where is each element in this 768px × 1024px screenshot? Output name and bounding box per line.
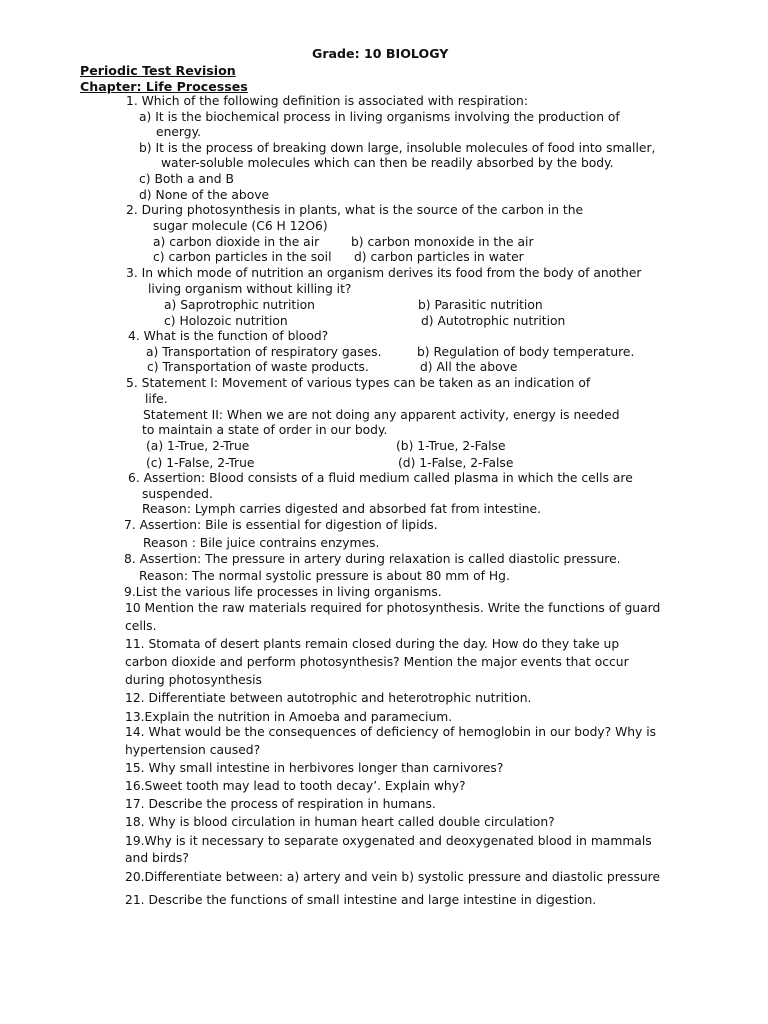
question-17: 17. Describe the process of respiration in humans. (125, 797, 436, 811)
question-6-cont: suspended. (142, 487, 213, 501)
question-21: 21. Describe the functions of small intestine and large intestine in digestion. (125, 893, 597, 907)
question-3-option-c: c) Holozoic nutrition (164, 314, 288, 328)
question-3: 3. In which mode of nutrition an organism derives its food from the body of another (126, 266, 642, 280)
question-2-option-a: a) carbon dioxide in the air (153, 235, 320, 249)
question-2-cont: sugar molecule (C6 H 12O6) (153, 219, 328, 233)
question-6: 6. Assertion: Blood consists of a fluid medium called plasma in which the cells are (128, 471, 633, 485)
question-3-option-b: b) Parasitic nutrition (418, 298, 543, 312)
question-1-option-c: c) Both a and B (139, 172, 234, 186)
question-14-cont: hypertension caused? (125, 743, 261, 757)
question-4-option-d: d) All the above (420, 360, 518, 374)
question-5: 5. Statement I: Movement of various types can be taken as an indication of (126, 376, 591, 390)
test-title: Periodic Test Revision (80, 63, 236, 78)
question-7-reason: Reason : Bile juice contrains enzymes. (143, 536, 380, 550)
question-5-option-a: (a) 1-True, 2-True (146, 439, 250, 453)
question-5-statement-2-cont: to maintain a state of order in our body. (142, 423, 388, 437)
question-14: 14. What would be the consequences of deficiency of hemoglobin in our body? Why is (125, 725, 657, 739)
question-11-cont-1: carbon dioxide and perform photosynthesis? Mention the major events that occur (125, 655, 629, 669)
question-13: 13.Explain the nutrition in Amoeba and paramecium. (125, 710, 453, 724)
question-5-statement-2: Statement II: When we are not doing any apparent activity, energy is needed (143, 408, 620, 422)
question-3-option-d: d) Autotrophic nutrition (421, 314, 566, 328)
question-4-option-a: a) Transportation of respiratory gases. (146, 345, 382, 359)
question-2-option-b: b) carbon monoxide in the air (351, 235, 534, 249)
question-1-option-b-cont: water-soluble molecules which can then be readily absorbed by the body. (161, 156, 614, 170)
question-4-option-c: c) Transportation of waste products. (147, 360, 369, 374)
question-8: 8. Assertion: The pressure in artery during relaxation is called diastolic pressure. (124, 552, 621, 566)
question-19-cont: and birds? (125, 851, 189, 865)
question-9: 9.List the various life processes in living organisms. (124, 585, 442, 599)
question-12: 12. Differentiate between autotrophic and heterotrophic nutrition. (125, 691, 532, 705)
question-2: 2. During photosynthesis in plants, what is the source of the carbon in the (126, 203, 584, 217)
question-20: 20.Differentiate between: a) artery and vein b) systolic pressure and diastolic pressure (125, 870, 661, 884)
question-1-option-b: b) It is the process of breaking down large, insoluble molecules of food into smaller, (139, 141, 656, 155)
question-3-cont: living organism without killing it? (148, 282, 352, 296)
question-7: 7. Assertion: Bile is essential for digestion of lipids. (124, 518, 438, 532)
question-5-option-d: (d) 1-False, 2-False (398, 456, 514, 470)
question-1-option-a: a) It is the biochemical process in living organisms involving the production of (139, 110, 620, 124)
question-10-cont: cells. (125, 619, 157, 633)
question-16: 16.Sweet tooth may lead to tooth decay’. Explain why? (125, 779, 466, 793)
question-11-cont-2: during photosynthesis (125, 673, 262, 687)
question-15: 15. Why small intestine in herbivores longer than carnivores? (125, 761, 504, 775)
question-1-option-d: d) None of the above (139, 188, 270, 202)
chapter-title: Chapter: Life Processes (80, 79, 248, 94)
grade-title: Grade: 10 BIOLOGY (312, 46, 449, 61)
question-5-cont: life. (145, 392, 168, 406)
question-2-option-c: c) carbon particles in the soil (153, 250, 332, 264)
question-4: 4. What is the function of blood? (128, 329, 329, 343)
question-5-option-b: (b) 1-True, 2-False (396, 439, 506, 453)
question-3-option-a: a) Saprotrophic nutrition (164, 298, 315, 312)
question-11: 11. Stomata of desert plants remain closed during the day. How do they take up (125, 637, 620, 651)
question-18: 18. Why is blood circulation in human heart called double circulation? (125, 815, 555, 829)
question-6-reason: Reason: Lymph carries digested and absorbed fat from intestine. (142, 502, 542, 516)
question-5-option-c: (c) 1-False, 2-True (146, 456, 255, 470)
question-19: 19.Why is it necessary to separate oxygenated and deoxygenated blood in mammals (125, 834, 652, 848)
question-4-option-b: b) Regulation of body temperature. (417, 345, 635, 359)
question-1: 1. Which of the following definition is associated with respiration: (126, 94, 528, 108)
question-2-option-d: d) carbon particles in water (354, 250, 524, 264)
question-10: 10 Mention the raw materials required for photosynthesis. Write the functions of guard (125, 601, 661, 615)
question-8-reason: Reason: The normal systolic pressure is about 80 mm of Hg. (139, 569, 510, 583)
question-1-option-a-cont: energy. (156, 125, 202, 139)
